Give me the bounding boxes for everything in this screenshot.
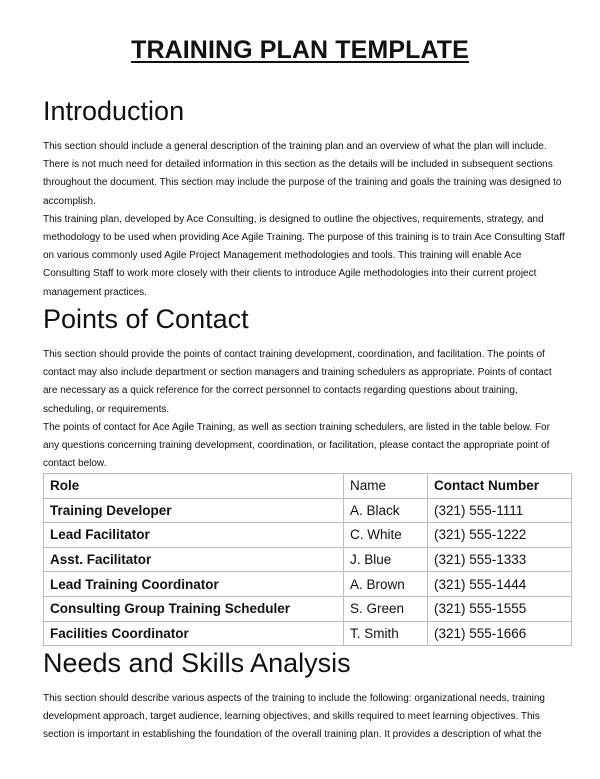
role-cell: Training Developer (44, 498, 344, 523)
contacts-table (43, 473, 572, 646)
role-cell: Facilities Coordinator (44, 621, 344, 646)
table-row (44, 547, 572, 572)
contact-number-cell: (321) 555-1555 (428, 596, 572, 621)
name-cell: J. Blue (344, 547, 428, 572)
name-cell: C. White (344, 523, 428, 548)
points-of-contact-paragraph-1: This section should provide the points of contact training development, coordination, and facilitation. The points of contact may also include department or section managers and training schedulers as appropriate. Points of contact are necessary as a quick reference for the correct personnel to contacts regarding questions about training, scheduling, or requirements. (43, 349, 552, 415)
header-role: Role (44, 474, 344, 499)
introduction-body (43, 138, 565, 302)
introduction-heading: Introduction (43, 96, 185, 126)
introduction-paragraph-1: This section should include a general description of the training plan and an overview of what the plan will include. There is not much need for detailed information in this section as the details will be included in subsequent sections throughout the document. This section may include the purpose of the training and goals the training was designed to accomplish. (43, 141, 562, 207)
needs-skills-heading: Needs and Skills Analysis (43, 648, 351, 678)
role-cell: Consulting Group Training Scheduler (44, 596, 344, 621)
header-contact-number: Contact Number (428, 474, 572, 499)
header-name: Name (344, 474, 428, 499)
contact-number-cell: (321) 555-1222 (428, 523, 572, 548)
table-row (44, 523, 572, 548)
needs-skills-paragraph-1: This section should describe various aspects of the training to include the following: organizational needs, training development approach, target audience, learning objectives, and skills required to meet learning objectives. This section is important in establishing the foundation of the overall training plan. It provides a description of what the (43, 693, 545, 741)
points-of-contact-body (43, 346, 565, 473)
table-row (44, 621, 572, 646)
role-cell: Asst. Facilitator (44, 547, 344, 572)
table-row (44, 572, 572, 597)
contact-number-cell: (321) 555-1444 (428, 572, 572, 597)
name-cell: S. Green (344, 596, 428, 621)
table-row (44, 498, 572, 523)
introduction-paragraph-2: This training plan, developed by Ace Consulting, is designed to outline the objectives, requirements, strategy, and methodology to be used when providing Ace Agile Training. The purpose of this training is to train Ace Consulting Staff on various commonly used Agile Project Management methodologies and tools. This training will enable Ace Consulting Staff to work more closely with their clients to introduce Agile methodologies into their current project management practices. (43, 213, 565, 298)
name-cell: A. Brown (344, 572, 428, 597)
table-row (44, 596, 572, 621)
contact-number-cell: (321) 555-1333 (428, 547, 572, 572)
name-cell: A. Black (344, 498, 428, 523)
table-header-row (44, 474, 572, 499)
role-cell: Lead Facilitator (44, 523, 344, 548)
contact-number-cell: (321) 555-1666 (428, 621, 572, 646)
document-title: TRAINING PLAN TEMPLATE (131, 36, 469, 64)
needs-skills-body (43, 690, 565, 745)
points-of-contact-heading: Points of Contact (43, 304, 249, 334)
name-cell: T. Smith (344, 621, 428, 646)
role-cell: Lead Training Coordinator (44, 572, 344, 597)
contact-number-cell: (321) 555-1111 (428, 498, 572, 523)
points-of-contact-paragraph-2: The points of contact for Ace Agile Training, as well as section training schedulers, are listed in the table below. For any questions concerning training development, coordination, or facilitation, please contact the appropriate point of contact below. (43, 421, 550, 470)
